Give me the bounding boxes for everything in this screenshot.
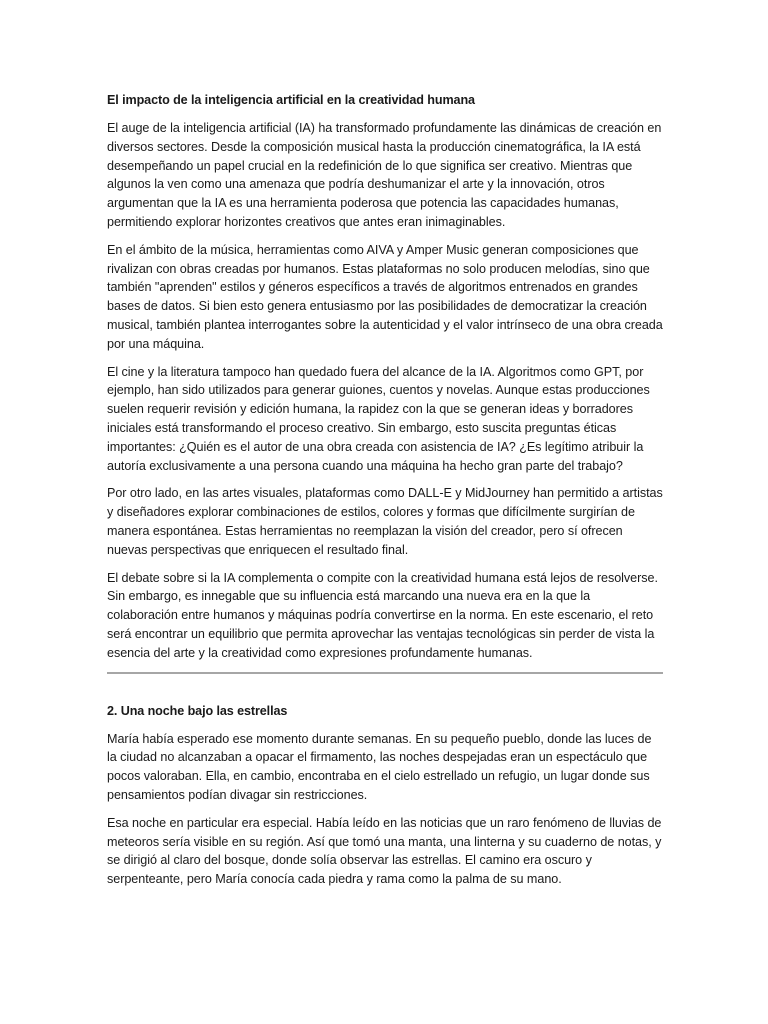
- section-1-paragraph-2: En el ámbito de la música, herramientas como AIVA y Amper Music generan composiciones que rivalizan con obras creadas por humanos. Estas plataformas no solo producen melodías, sino que también "aprenden" estilos y géneros específicos a través de algoritmos entrenados en grandes bases de datos. Si bien esto genera entusiasmo por las posibilidades de democratizar la creación musical, también plantea interrogantes sobre la autenticidad y el valor intrínseco de una obra creada por una máquina.: [107, 242, 663, 351]
- document-page: [107, 90, 663, 898]
- section-2-paragraph-1: María había esperado ese momento durante semanas. En su pequeño pueblo, donde las luces de la ciudad no alcanzaban a opacar el firmamento, las noches despejadas eran un espectáculo que pocos valoraban. Ella, en cambio, encontraba en el cielo estrellado un refugio, un lugar donde sus pensamientos podían divagar sin restricciones.: [107, 731, 652, 802]
- section-divider: [107, 672, 663, 674]
- section-1-title: El impacto de la inteligencia artificial en la creatividad humana: [107, 93, 475, 107]
- section-1-paragraph-3: El cine y la literatura tampoco han quedado fuera del alcance de la IA. Algoritmos como GPT, por ejemplo, han sido utilizados para generar guiones, cuentos y novelas. Aunque estas producciones suelen requerir revisión y edición humana, la rapidez con la que se generan ideas y borradores iniciales está transformando el proceso creativo. Sin embargo, esto suscita preguntas éticas importantes: ¿Quién es el autor de una obra creada con asistencia de IA? ¿Es legítimo atribuir la autoría exclusivamente a una persona cuando una máquina ha hecho gran parte del trabajo?: [107, 364, 650, 473]
- section-2-paragraph-2: Esa noche en particular era especial. Había leído en las noticias que un raro fenómeno de lluvias de meteoros sería visible en su región. Así que tomó una manta, una linterna y su cuaderno de notas, y se dirigió al claro del bosque, donde solía observar las estrellas. El camino era oscuro y serpenteante, pero María conocía cada piedra y rama como la palma de su mano.: [107, 815, 662, 887]
- section-1-paragraph-4: Por otro lado, en las artes visuales, plataformas como DALL-E y MidJourney han permitido a artistas y diseñadores explorar combinaciones de estilos, colores y formas que difícilmente surgirían de manera espontánea. Estas herramientas no reemplazan la visión del creador, pero sí ofrecen nuevas perspectivas que enriquecen el resultado final.: [107, 486, 663, 557]
- section-2-title: 2. Una noche bajo las estrellas: [107, 703, 288, 718]
- section-1-paragraph-5: El debate sobre si la IA complementa o compite con la creatividad humana está lejos de resolverse. Sin embargo, es innegable que su influencia está marcando una nueva era en la que la colaboración entre humanos y máquinas podría convertirse en la norma. En este escenario, el reto será encontrar un equilibrio que permita aprovechar las ventajas tecnológicas sin perder de vista la esencia del arte y la creatividad como expresiones profundamente humanas.: [107, 570, 658, 660]
- section-1-paragraph-1: El auge de la inteligencia artificial (IA) ha transformado profundamente las dinámicas de creación en diversos sectores. Desde la composición musical hasta la producción cinematográfica, la IA está desempeñando un papel crucial en la redefinición de lo que significa ser creativo. Mientras que algunos la ven como una amenaza que podría deshumanizar el arte y la innovación, otros argumentan que la IA es una herramienta poderosa que potencia las capacidades humanas, permitiendo explorar horizontes creativos que antes eran inimaginables.: [107, 121, 662, 229]
